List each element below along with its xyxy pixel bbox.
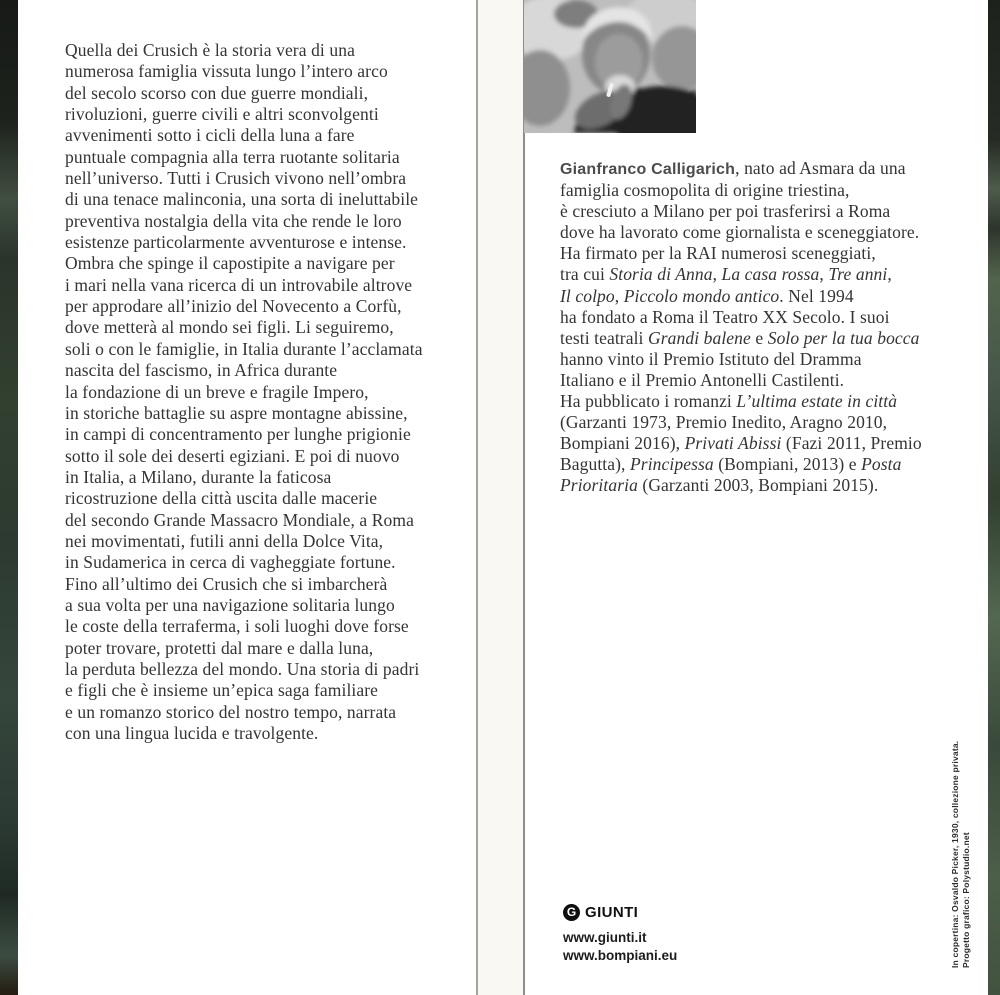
synopsis-line: in Italia, a Milano, durante la faticosa: [65, 466, 332, 487]
bio-line: [560, 475, 970, 496]
synopsis-line: esistenze particolarmente avventurose e intense.: [65, 232, 407, 253]
bio-text: famiglia cosmopolita di origine triestina,: [560, 180, 850, 201]
author-portrait-illustration: [524, 0, 696, 133]
work-title: Principessa: [630, 454, 714, 475]
bio-line: [560, 328, 970, 349]
bio-line: [560, 454, 970, 475]
work-title: Storia di Anna: [609, 264, 713, 285]
work-title: L’ultima estate in città: [736, 391, 898, 412]
cover-edge-right: [988, 0, 1000, 995]
synopsis-line: sotto il sole dei deserti egiziani. E poi di nuovo: [65, 445, 400, 466]
giunti-g-icon: G: [563, 904, 580, 921]
synopsis-line: puntuale compagnia alla terra ruotante solitaria: [65, 146, 400, 167]
publisher-logo: [563, 903, 783, 921]
work-title: La casa rossa: [721, 264, 820, 285]
bio-line: [560, 391, 970, 412]
bio-line: [560, 412, 970, 433]
bio-text: (Garzanti 2003, Bompiani 2015).: [637, 475, 879, 496]
synopsis-line: e figli che è insieme un’epica saga familiare: [65, 680, 379, 701]
bio-text: ,: [712, 264, 722, 285]
bio-text: ha fondato a Roma il Teatro XX Secolo. I suoi: [560, 306, 890, 327]
synopsis-line: di una tenace malinconia, una sorta di ineluttabile: [65, 189, 419, 210]
bio-line: [560, 180, 970, 201]
website-giunti: www.giunti.it: [563, 930, 647, 945]
bio-text: dove ha lavorato come giornalista e sceneggiatore.: [560, 222, 920, 243]
bio-line: [560, 433, 970, 454]
work-title: Solo per la tua bocca: [767, 327, 920, 348]
bio-text: Bagutta),: [560, 454, 631, 475]
bio-line: [560, 349, 970, 370]
synopsis-line: i mari nella vana ricerca di un introvabile altrove: [65, 274, 413, 295]
bio-text: , nato ad Asmara da una: [735, 158, 906, 178]
publisher-websites: [563, 929, 783, 964]
website-bompiani: www.bompiani.eu: [563, 947, 678, 963]
synopsis-line: nascita del fascismo, in Africa durante: [65, 360, 338, 381]
bio-text: ,: [819, 264, 829, 285]
synopsis-line: numerosa famiglia vissuta lungo l’intero arco: [65, 61, 388, 82]
bio-text: (Bompiani, 2013) e: [713, 454, 862, 475]
bio-line: [560, 222, 970, 243]
work-title: Piccolo mondo antico: [623, 285, 780, 306]
photo-design-credits: [950, 740, 972, 968]
synopsis-line: Quella dei Crusich è la storia vera di una: [65, 40, 355, 60]
cover-photo-credit: In copertina: Osvaldo Picker, 1930, collezione privata.: [950, 740, 960, 968]
synopsis-line: avvenimenti sotto i cicli della luna a fare: [65, 125, 355, 146]
author-name: Gianfranco Calligarich: [560, 161, 736, 178]
synopsis-line: nell’universo. Tutti i Crusich vivono nell’ombra: [65, 168, 407, 189]
synopsis-line: poter trovare, protetti dal mare e dalla luna,: [65, 637, 374, 658]
flap-fold-strip: [476, 0, 525, 995]
publisher-block: [563, 903, 783, 964]
synopsis-line: per approdare all’inizio del Novecento a Corfù,: [65, 296, 402, 317]
synopsis-line: soli o con le famiglie, in Italia durante l’acclamata: [65, 338, 423, 359]
bio-text: Bompiani 2016),: [560, 433, 685, 454]
synopsis-line: la perduta bellezza del mondo. Una storia di padri: [65, 658, 420, 679]
synopsis-line: Ombra che spinge il capostipite a navigare per: [65, 253, 395, 274]
bio-text: ,: [614, 285, 624, 306]
synopsis-line: in Sudamerica in cerca di vagheggiate fortune.: [65, 552, 396, 573]
synopsis-line: nei movimentati, futili anni della Dolce Vita,: [65, 530, 384, 551]
synopsis-line: del secondo Grande Massacro Mondiale, a Roma: [65, 509, 414, 530]
bio-line: [560, 264, 970, 285]
work-title: Privati Abissi: [684, 433, 782, 454]
graphic-design-credit: Progetto grafico: Polystudio.net: [960, 832, 971, 968]
synopsis-line: e un romanzo storico del nostro tempo, narrata: [65, 701, 397, 722]
bio-text: . Nel 1994: [779, 285, 854, 306]
publisher-logo-text: GIUNTI: [585, 903, 639, 921]
bio-text: ,: [887, 264, 892, 285]
work-title: Tre anni: [828, 264, 888, 285]
bio-text: Ha pubblicato i romanzi: [560, 391, 737, 412]
synopsis-line: Fino all’ultimo dei Crusich che si imbarcherà: [65, 573, 388, 594]
bio-text: (Fazi 2011, Premio: [781, 433, 922, 454]
bio-line: [560, 158, 970, 180]
bio-text: Ha firmato per la RAI numerosi sceneggiati,: [560, 243, 876, 264]
synopsis-line: in storiche battaglie su aspre montagne abissine,: [65, 402, 408, 423]
bio-text: e: [750, 327, 768, 348]
bio-text: Italiano e il Premio Antonelli Castilenti.: [560, 369, 845, 390]
synopsis-line: in campi di concentramento per lunghe prigionie: [65, 424, 411, 445]
cover-edge-left: [0, 0, 18, 995]
work-title: Posta: [861, 454, 902, 475]
bio-line: [560, 370, 970, 391]
bio-text: tra cui: [560, 264, 610, 285]
bio-line: [560, 307, 970, 328]
bio-line: [560, 243, 970, 264]
synopsis-line: ricostruzione della città uscita dalle macerie: [65, 488, 378, 509]
bio-line: [560, 286, 970, 307]
synopsis-line: rivoluzioni, guerre civili e altri sconvolgenti: [65, 104, 379, 125]
left-flap-synopsis: [65, 40, 475, 744]
synopsis-line: con una lingua lucida e travolgente.: [65, 723, 319, 743]
bio-line: [560, 201, 970, 222]
bio-text: (Garzanti 1973, Premio Inedito, Aragno 2010,: [560, 412, 888, 433]
bio-text: è cresciuto a Milano per poi trasferirsi a Roma: [560, 201, 891, 222]
synopsis-line: a sua volta per una navigazione solitaria lungo: [65, 594, 395, 615]
bio-text: hanno vinto il Premio Istituto del Dramma: [560, 348, 862, 369]
synopsis-line: preventiva nostalgia della vita che rende le loro: [65, 210, 402, 231]
synopsis-line: la fondazione di un breve e fragile Impero,: [65, 381, 369, 402]
author-photo: [524, 0, 696, 133]
author-bio: [560, 158, 970, 497]
synopsis-line: del secolo scorso con due guerre mondiali,: [65, 82, 369, 103]
synopsis-line: dove metterà al mondo sei figli. Li seguiremo,: [65, 317, 394, 338]
bio-text: testi teatrali: [560, 327, 648, 348]
synopsis-line: le coste della terraferma, i soli luoghi dove forse: [65, 616, 409, 637]
work-title: Prioritaria: [560, 475, 638, 496]
work-title: Il colpo: [560, 285, 615, 306]
work-title: Grandi balene: [648, 327, 751, 348]
